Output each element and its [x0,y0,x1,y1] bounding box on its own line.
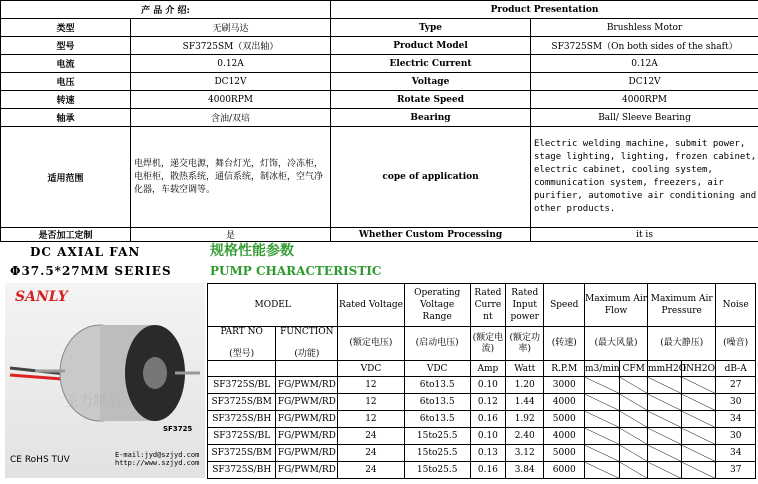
cn-value: 0.12A [131,55,331,73]
cell-part: SF3725S/BM [208,445,276,462]
cell-empty [620,377,648,394]
cell-empty [585,377,620,394]
spec-rows [208,377,756,479]
cell-part: SF3725S/BH [208,462,276,479]
email-text: E-mail:jyd@szjyd.com [115,451,200,459]
cell-empty [648,428,682,445]
cell-power: 1.44 [506,394,544,411]
cn-value: 无刷马达 [131,19,331,37]
cell-range: 15to25.5 [404,462,470,479]
web-text: http://www.szjyd.com [115,459,200,467]
scope-cn-value: 电焊机，递交电源，舞台灯光，灯饰，冷冻柜，电柜柜，散热系统，通信系统，制冰柜，空气净化器，车载空调等。 [131,127,331,228]
cn-label: 类型 [1,19,131,37]
sub-part-no [208,327,276,361]
cell-empty [648,394,682,411]
en-value: SF3725SM（On both sides of the shaft） [531,37,758,55]
cell-empty [585,411,620,428]
custom-cn-label: 是否加工定制 [1,228,131,242]
cell-empty [648,462,682,479]
motor-illustration [5,283,205,478]
unit-power: Watt [506,361,544,377]
en-value: DC12V [531,73,758,91]
en-label: Voltage [331,73,531,91]
cn-value: 4000RPM [131,91,331,109]
en-label: Product Model [331,37,531,55]
en-label: Bearing [331,109,531,127]
cell-power: 1.92 [506,411,544,428]
cell-empty [648,445,682,462]
table-row [208,394,756,411]
cell-part: SF3725S/BH [208,411,276,428]
cell-func: FG/PWM/RD [276,462,338,479]
sub-cn-pressure: (最大静压) [648,327,716,361]
en-label: Type [331,19,531,37]
intro-row [1,55,758,73]
custom-en-label: Whether Custom Processing [331,228,531,242]
cell-empty [682,462,716,479]
cell-current: 0.16 [470,411,505,428]
cell-empty [648,377,682,394]
en-label: Electric Current [331,55,531,73]
unit-pres1: mmH2O [648,361,682,377]
cell-empty [585,462,620,479]
scope-en-value: Electric welding machine, submit power, stage lighting, lighting, frozen cabinet, electric cabinet, cooling system, communication system, freezers, air purifier, automotive air conditioning and other products. [531,127,758,228]
cn-label: 转速 [1,91,131,109]
en-header: Product Presentation [331,1,758,19]
cell-power: 2.40 [506,428,544,445]
cell-func: FG/PWM/RD [276,428,338,445]
cell-current: 0.10 [470,428,505,445]
cell-noise: 34 [716,411,756,428]
en-value: Ball/ Sleeve Bearing [531,109,758,127]
cn-label: 电流 [1,55,131,73]
cell-voltage: 24 [338,428,404,445]
en-value: 4000RPM [531,91,758,109]
cell-speed: 3000 [544,377,585,394]
cn-value: 含油/双培 [131,109,331,127]
scope-cn-label: 适用范围 [1,127,131,228]
cell-func: FG/PWM/RD [276,445,338,462]
product-photo [5,283,205,478]
cell-part: SF3725S/BM [208,394,276,411]
cell-voltage: 24 [338,445,404,462]
cell-speed: 4000 [544,394,585,411]
cell-part: SF3725S/BL [208,428,276,445]
cell-empty [682,394,716,411]
cell-current: 0.16 [470,462,505,479]
cell-speed: 4000 [544,428,585,445]
custom-en-value: it is [531,228,758,242]
hdr-noise: Noise [716,284,756,327]
cell-range: 15to25.5 [404,428,470,445]
cell-empty [682,411,716,428]
cell-voltage: 12 [338,411,404,428]
photo-model-label: SF3725 [163,425,193,433]
sub-cn-current: (额定电流) [470,327,505,361]
unit-noise: dB-A [716,361,756,377]
hdr-rated-input: Rated Input power [506,284,544,327]
sub-cn-speed: (转速) [544,327,585,361]
part-no-label: PART NO [220,327,263,337]
cell-range: 15to25.5 [404,445,470,462]
cell-empty [648,411,682,428]
cell-speed: 6000 [544,462,585,479]
intro-row [1,73,758,91]
sub-cn-operating: (启动电压) [404,327,470,361]
unit-flow2: CFM [620,361,648,377]
function-label: FUNCTION [280,327,334,337]
function-cn: (功能) [294,349,320,359]
table-row [208,377,756,394]
cell-current: 0.10 [470,377,505,394]
unit-pres2: INH2O [682,361,716,377]
unit-blank [208,361,276,377]
cn-label: 轴承 [1,109,131,127]
cell-func: FG/PWM/RD [276,394,338,411]
cn-value: DC12V [131,73,331,91]
unit-blank [276,361,338,377]
hdr-max-air-flow: Maximum Air Flow [585,284,648,327]
unit-flow1: m3/min [585,361,620,377]
cell-speed: 5000 [544,411,585,428]
cell-empty [585,445,620,462]
sub-cn-power: (额定功率) [506,327,544,361]
hdr-max-air-pressure: Maximum Air Pressure [648,284,716,327]
unit-range: VDC [404,361,470,377]
cell-current: 0.13 [470,445,505,462]
hdr-rated-current: Rated Curre nt [470,284,505,327]
hdr-speed: Speed [544,284,585,327]
cell-power: 3.12 [506,445,544,462]
cell-empty [620,445,648,462]
spec-table [207,283,756,479]
hdr-operating-voltage: Operating Voltage Range [404,284,470,327]
unit-current: Amp [470,361,505,377]
cell-voltage: 12 [338,394,404,411]
hdr-rated-voltage: Rated Voltage [338,284,404,327]
cell-noise: 34 [716,445,756,462]
cn-header: 产 品 介 绍: [1,1,331,19]
intro-row [1,109,758,127]
cell-empty [682,445,716,462]
fan-title-line2: Φ37.5*27MM SERIES [10,264,172,278]
table-row [208,428,756,445]
cell-range: 6to13.5 [404,411,470,428]
scope-en-label: cope of application [331,127,531,228]
hdr-model: MODEL [208,284,338,327]
cell-empty [620,411,648,428]
section-title-en: PUMP CHARACTERISTIC [210,264,382,278]
section-title-cn: 规格性能参数 [210,243,294,259]
cell-voltage: 24 [338,462,404,479]
cell-noise: 27 [716,377,756,394]
custom-row [1,228,758,242]
cell-noise: 37 [716,462,756,479]
cell-part: SF3725S/BL [208,377,276,394]
scope-row [1,127,758,228]
sub-cn-rated-voltage: (额定电压) [338,327,404,361]
cell-func: FG/PWM/RD [276,377,338,394]
table-row [208,445,756,462]
cell-voltage: 12 [338,377,404,394]
cell-empty [682,377,716,394]
intro-row [1,19,758,37]
photo-contact [115,451,199,467]
intro-row [1,91,758,109]
cn-label: 电压 [1,73,131,91]
brand-logo: SANLY [15,289,68,305]
custom-cn-value: 是 [131,228,331,242]
cell-range: 6to13.5 [404,394,470,411]
en-value: Brushless Motor [531,19,758,37]
table-row [208,462,756,479]
sub-cn-flow: (最大风量) [585,327,648,361]
cell-empty [585,428,620,445]
watermark: 王力制品 [65,394,121,410]
cell-empty [585,394,620,411]
en-value: 0.12A [531,55,758,73]
cell-noise: 30 [716,428,756,445]
table-row [208,411,756,428]
cell-range: 6to13.5 [404,377,470,394]
cell-empty [682,428,716,445]
cell-empty [620,462,648,479]
cert-marks: CE RoHS TUV [10,455,70,465]
cell-func: FG/PWM/RD [276,411,338,428]
cell-noise: 30 [716,394,756,411]
intro-row [1,37,758,55]
unit-voltage: VDC [338,361,404,377]
cn-value: SF3725SM（双出轴） [131,37,331,55]
cell-current: 0.12 [470,394,505,411]
cell-speed: 5000 [544,445,585,462]
sub-function [276,327,338,361]
cell-empty [620,394,648,411]
en-label: Rotate Speed [331,91,531,109]
unit-speed: R.P.M [544,361,585,377]
cn-label: 型号 [1,37,131,55]
sub-cn-noise: (噪音) [716,327,756,361]
cell-power: 1.20 [506,377,544,394]
part-no-cn: (型号) [229,349,255,359]
cell-power: 3.84 [506,462,544,479]
cell-empty [620,428,648,445]
fan-title-line1: DC AXIAL FAN [30,245,141,259]
